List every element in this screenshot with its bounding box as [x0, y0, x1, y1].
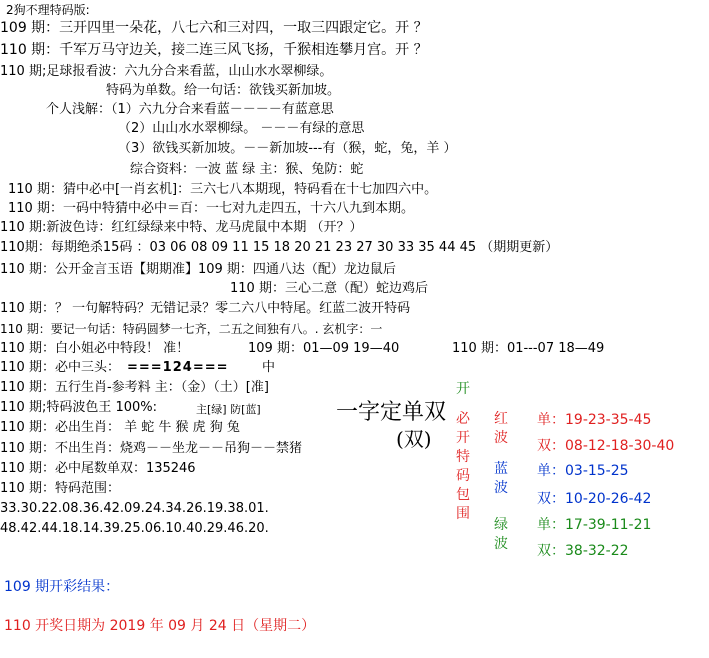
text-line-17b: 109 期：01—09 19—40: [248, 341, 400, 356]
green-single-group: 单：17-39-11-21: [537, 517, 652, 533]
text-line-24: 110 期：特码范围：: [0, 481, 120, 496]
text-line-11: 110 期:新波色诗：红红绿绿来中特、龙马虎鼠中本期 （开？）: [0, 220, 363, 235]
vertical-bikai: 必开特码包围: [456, 411, 470, 522]
text-line-19: 110 期：五行生肖-参考料 主：（金）（土）[准]: [0, 380, 269, 395]
text-line-17a: 110 期：白小姐必中特段！ 准！: [0, 341, 190, 356]
stamp-line-2: (双): [396, 427, 432, 451]
text-line-3: 110 期;足球报看波：六九分合来看蓝，山山水水翠柳绿。: [0, 64, 333, 79]
text-line-26: 48.42.44.18.14.39.25.06.10.40.29.46.20.: [0, 521, 269, 536]
text-line-10: 110 期：一码中特猜中必中＝百：一七对九走四五，十六八九到本期。: [8, 201, 414, 216]
vertical-blue-wave: 蓝波: [494, 461, 508, 496]
text-line-6: （2）山山水水翠柳绿。 －－－有绿的意思: [118, 121, 365, 136]
text-line-21: 110 期：必出生肖： 羊 蛇 牛 猴 虎 狗 兔: [0, 420, 240, 435]
text-line-18a: 110 期：必中三头：: [0, 360, 120, 375]
text-line-2: 110 期：千军万马守边关，接二连三风飞扬，千猴相连攀月宫。开 ？: [0, 42, 428, 58]
blue-double-group: 双：10-20-26-42: [537, 491, 652, 507]
text-line-13: 110 期：公开金言玉语【期期准】109 期：四通八达（配）龙边鼠后: [0, 262, 396, 277]
vertical-green-wave: 绿波: [494, 517, 508, 552]
text-line-23: 110 期：必中尾数单双：135246: [0, 461, 196, 476]
stamp-line-1: 一字定单双: [336, 400, 447, 425]
text-line-1: 109 期：三开四里一朵花，八七六和三对四，一取三四跟定它。开 ？: [0, 20, 428, 36]
vertical-red-wave: 红波: [494, 411, 508, 446]
red-double-group: 双：08-12-18-30-40: [537, 438, 675, 454]
vertical-kai: 开: [456, 381, 470, 397]
text-line-7: （3）欲钱买新加坡。－－新加坡---有（猴，蛇，兔，羊 ）: [118, 141, 457, 156]
text-line-20b: 主[绿] 防[蓝]: [196, 403, 261, 416]
page-title: 2狗不理特码版:: [6, 3, 90, 17]
text-line-8: 综合资料：一波 蓝 绿 主：猴、兔防：蛇: [130, 162, 364, 177]
text-line-20a: 110 期;特码波色王 100%:: [0, 400, 158, 415]
blue-single-group: 单：03-15-25: [537, 463, 629, 479]
text-line-4: 特码为单数。给一句话：欲钱买新加坡。: [106, 83, 341, 98]
draw-date: 110 开奖日期为 2019 年 09 月 24 日（星期二）: [4, 618, 316, 634]
red-single-group: 单：19-23-35-45: [537, 412, 652, 428]
text-line-25: 33.30.22.08.36.42.09.24.34.26.19.38.01.: [0, 501, 269, 516]
green-double-group: 双：38-32-22: [537, 543, 629, 559]
text-line-12: 110期：每期绝杀15码 ：03 06 08 09 11 15 18 20 21 23 27 30 33 35 44 45 （期期更新）: [0, 240, 559, 255]
text-line-5: 个人浅解：（1）六九分合来看蓝－－－－有蓝意思: [46, 102, 334, 117]
text-line-22: 110 期：不出生肖：烧鸡－－坐龙－－吊狗－－禁猪: [0, 441, 302, 456]
text-line-9: 110 期：猜中必中[一肖玄机]：三六七八本期现，特码看在十七加四六中。: [8, 182, 438, 197]
text-line-18b: ===124===: [127, 360, 229, 375]
result-heading: 109 期开彩结果：: [4, 579, 120, 595]
text-line-17c: 110 期：01---07 18—49: [452, 341, 605, 356]
text-line-18c: 中: [262, 360, 276, 375]
text-line-14: 110 期：三心二意（配）蛇边鸡后: [230, 281, 428, 296]
text-line-16: 110 期：要记一句话：特码圆梦一七齐，二五之间独有八。. 玄机字：一: [0, 322, 383, 336]
text-line-15: 110 期：？ 一句解特码？无错记录？零二六八中特尾。红蓝二波开特码: [0, 301, 411, 316]
stamp-single-double: [336, 400, 446, 452]
